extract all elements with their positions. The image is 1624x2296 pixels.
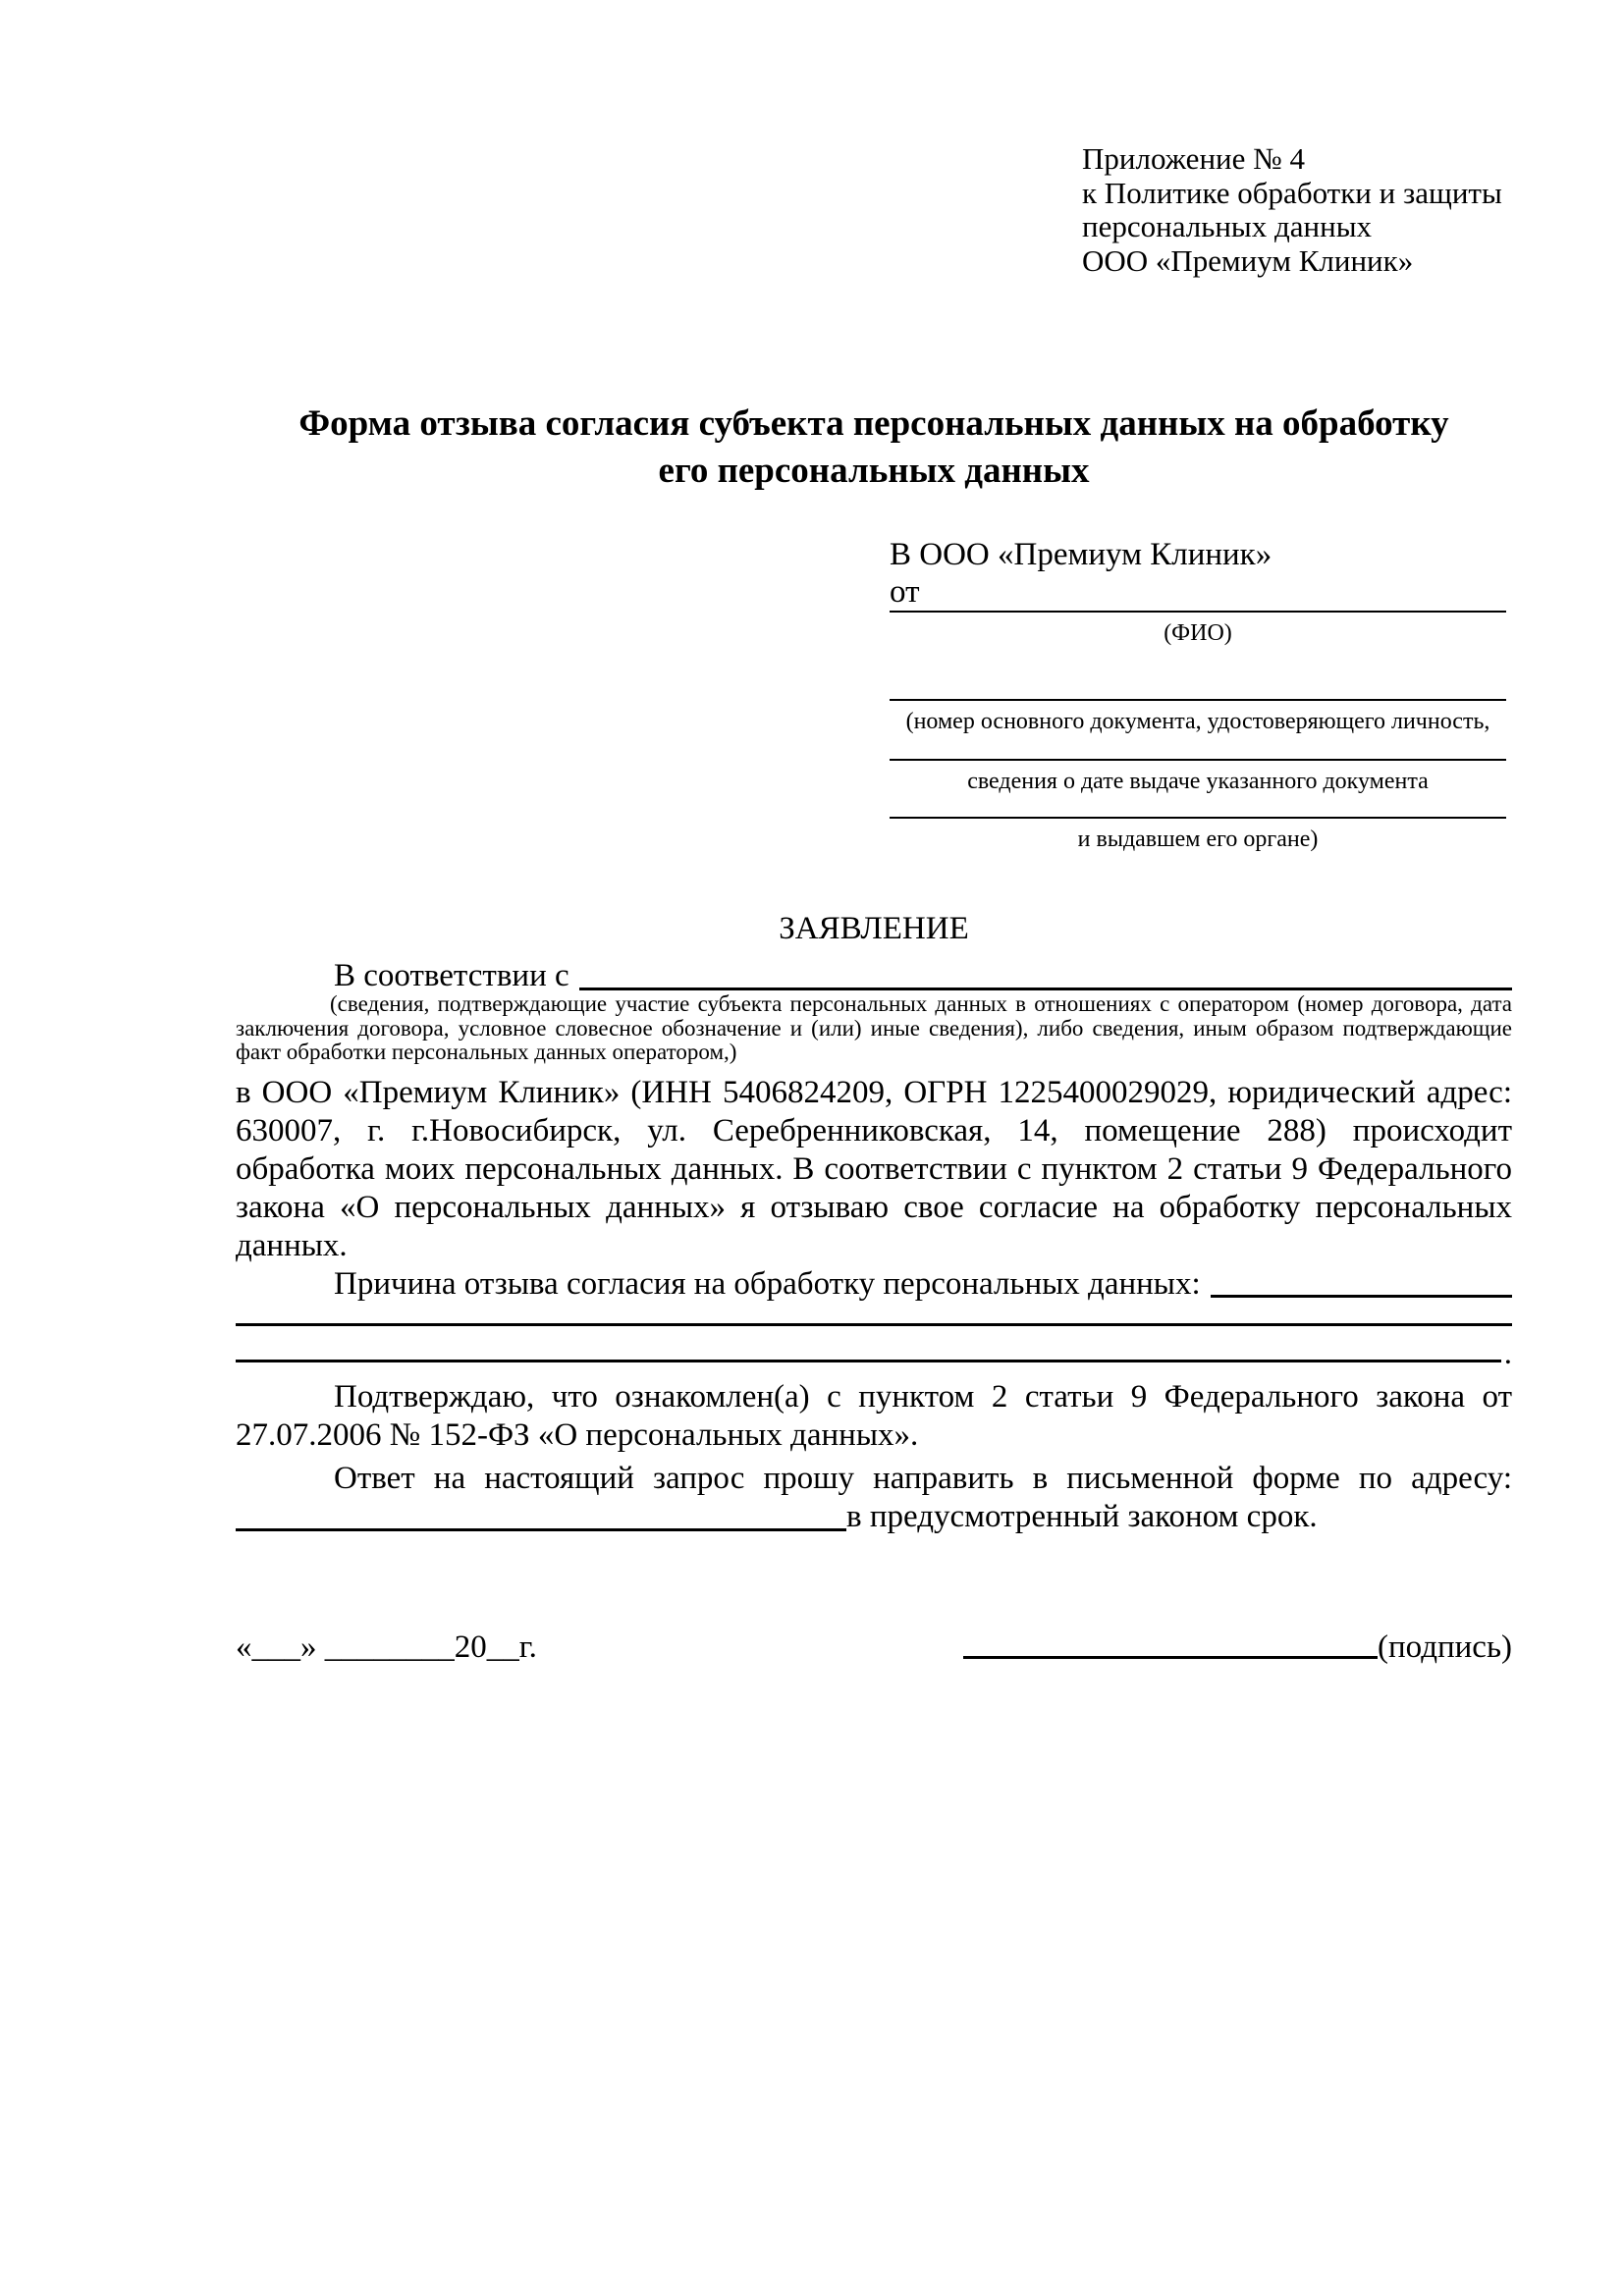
- issuing-authority-caption: и выдавшем его органе): [1077, 827, 1319, 852]
- reply-address-line: [236, 1498, 1512, 1536]
- issuing-authority-field: [890, 817, 1506, 853]
- signature-row: [236, 1628, 1512, 1667]
- sentence-period: .: [1503, 1335, 1512, 1371]
- date-line: «___» ________20__г.: [236, 1629, 537, 1665]
- addressee-from-label: от: [890, 574, 920, 610]
- appendix-note: [1082, 0, 1512, 278]
- basis-footnote: (сведения, подтверждающие участие субъекта персональных данных в отношениях с оператором (номер договора, дата заключения договора, условное словесное обозначение и (или) иные сведения), либо сведения, иным образом подтверждающие факт обработки персональных данных оператором,): [236, 991, 1512, 1064]
- issue-date-caption: сведения о дате выдаче указанного документа: [967, 769, 1429, 794]
- signature-caption: (подпись): [1378, 1629, 1512, 1665]
- page-title-line-1: Форма отзыва согласия субъекта персональных данных на обработку: [298, 403, 1449, 444]
- basis-line: [236, 960, 1512, 992]
- reply-address-blank-line: [236, 1498, 846, 1531]
- document-number-field: [890, 699, 1506, 735]
- appendix-line: к Политике обработки и защиты: [1082, 175, 1502, 210]
- reply-suffix: в предусмотренный законом срок.: [846, 1498, 1318, 1534]
- document-number-caption: (номер основного документа, удостоверяющего личность,: [905, 709, 1490, 734]
- reason-blank-line: [1211, 1265, 1512, 1298]
- reason-label: Причина отзыва согласия на обработку персональных данных:: [334, 1265, 1201, 1302]
- fio-field: [890, 611, 1506, 647]
- appendix-line: Приложение № 4: [1082, 141, 1305, 176]
- reason-line: [236, 1265, 1512, 1304]
- reason-extra-blank-line-2-rule: [236, 1360, 1501, 1362]
- addressee-to: В ООО «Премиум Клиник»: [890, 537, 1272, 572]
- addressee-block: [890, 535, 1506, 853]
- main-paragraph: в ООО «Премиум Клиник» (ИНН 5406824209, ОГРН 1225400029029, юридический адрес: 630007, г. г.Новосибирск, ул. Серебренниковская, 14, помещение 288) происходит обработка моих персональных данных. В соответствии с пунктом 2 статьи 9 Федерального закона «О персональных данных» я отзываю свое согласие на обработку персональных данных.: [236, 1074, 1512, 1263]
- appendix-line: персональных данных: [1082, 209, 1373, 243]
- fio-caption: (ФИО): [1164, 620, 1232, 646]
- basis-prefix: В соответствии с: [334, 958, 569, 993]
- page-title-line-2: его персональных данных: [658, 451, 1090, 491]
- reason-extra-blank-line-1: [236, 1304, 1512, 1326]
- basis-blank-line: [579, 960, 1512, 990]
- appendix-line: ООО «Премиум Клиник»: [1082, 242, 1414, 278]
- confirmation-paragraph: Подтверждаю, что ознакомлен(а) с пунктом 2 статьи 9 Федерального закона от 27.07.2006 № 152-ФЗ «О персональных данных».: [236, 1378, 1512, 1453]
- signature-area: [963, 1628, 1512, 1667]
- document-content: [236, 0, 1512, 1667]
- reply-request-line: Ответ на настоящий запрос прошу направить в письменной форме по адресу:: [334, 1460, 1512, 1496]
- statement-heading: ЗАЯВЛЕНИЕ: [779, 911, 969, 946]
- signature-blank-line: [963, 1656, 1378, 1659]
- page-title: [236, 400, 1512, 495]
- issue-date-field: [890, 759, 1506, 795]
- reason-extra-blank-line-2: [236, 1326, 1512, 1371]
